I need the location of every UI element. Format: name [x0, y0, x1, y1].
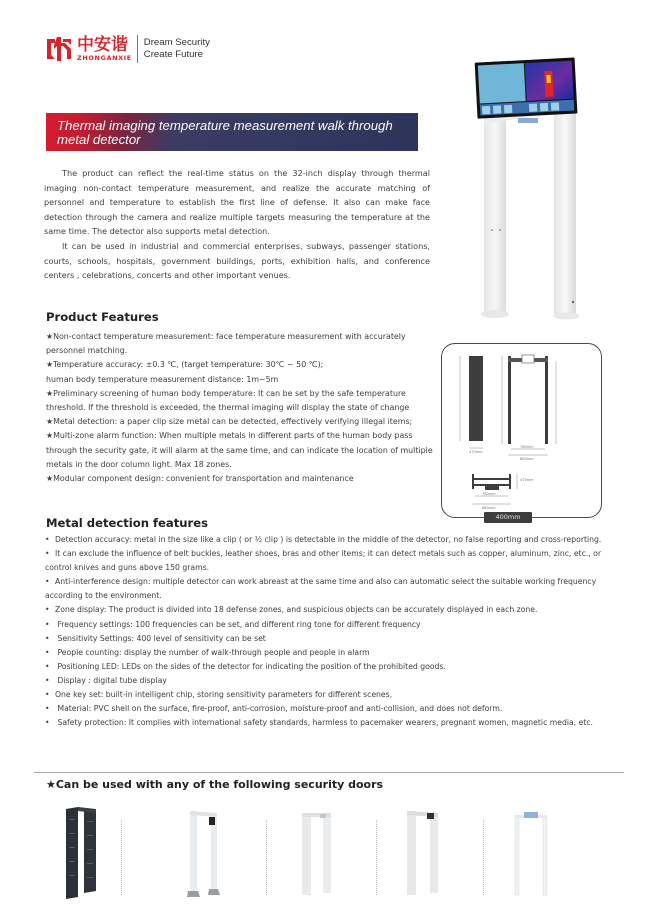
section-divider — [34, 772, 624, 773]
door-image-dark-multi-zone — [64, 805, 104, 900]
feature-item: ★Temperature accuracy: ±0.3 ℃, (target temperature: 30℃ ~ 50 ℃); — [46, 360, 324, 370]
compatible-doors-heading: ★Can be used with any of the following security doors — [46, 778, 384, 791]
bullet-icon: • — [45, 661, 50, 671]
metal-feature-item: • Detection accuracy: metal in the size like a clip ( or ½ clip ) is detectable in the middle of the detector, no false reporting and cross-reporting. — [45, 533, 615, 547]
bullet-icon: • — [45, 704, 50, 714]
metal-feature-item: • Zone display: The product is divided into 18 defense zones, and suspicious objects can be accurately displayed in each zone. — [45, 603, 615, 617]
compatible-doors-gallery — [56, 805, 616, 900]
dim-side-width: 470mm — [469, 450, 483, 454]
dimension-diagram — [441, 343, 602, 518]
bullet-icon: • — [45, 690, 50, 700]
bullet-icon: • — [45, 549, 50, 559]
metal-feature-item: • It can exclude the influence of belt buckles, leather shoes, bras and other items; it can detect metals such as copper, aluminum, zinc, etc., or control knives and guns above 150 grams. — [45, 549, 601, 573]
dim-top-inner: 780mm — [482, 492, 496, 496]
metal-feature-item: • People counting: display the number of walk-through people and people in alarm — [45, 646, 615, 660]
dim-depth: 470mm — [520, 478, 534, 482]
product-features-heading: Product Features — [46, 310, 159, 324]
feature-item: ★Metal detection: a paper clip size metal can be detected, effectively verifying illegal items; — [46, 417, 413, 427]
metal-features-list — [45, 533, 615, 730]
slogan-line-1: Dream Security — [143, 37, 210, 48]
metal-feature-item: • Material: PVC shell on the surface, fire-proof, anti-corrosion, moisture-proof and anti-collision, and does not deform. — [45, 702, 615, 716]
brand-name-pinyin: ZHONGANXIE — [77, 53, 132, 62]
metal-feature-item: • Display : digital tube display — [45, 674, 615, 688]
dim-top-outer: 880mm — [482, 506, 496, 510]
title-banner — [46, 113, 418, 151]
intro-paragraph: It can be used in industrial and commercial enterprises, subways, passenger stations, courts, schools, hospitals, government buildings, ports, exhibition halls, and conference centers , celebrations, concerts and other important venues. — [44, 240, 430, 281]
dim-outer-width: 880mm — [520, 457, 534, 461]
feature-item: ★Non-contact temperature measurement: face temperature measurement with accurately personnel matching. — [46, 332, 406, 356]
banner-title-line-2: metal detector — [57, 132, 141, 147]
diagram-width-label: 400mm — [484, 512, 532, 523]
brand-logo — [44, 33, 210, 65]
bullet-icon: • — [45, 619, 50, 629]
metal-feature-item: • Positioning LED: LEDs on the sides of the detector for indicating the position of the prohibited goods. — [45, 660, 615, 674]
bullet-icon: • — [45, 718, 50, 728]
dim-inner-width: 780mm — [520, 445, 534, 449]
banner-title-line-1: Thermal imaging temperature measurement walk through — [57, 118, 393, 133]
bullet-icon: • — [45, 633, 50, 643]
brand-name-cn: 中安谐 — [77, 34, 128, 55]
bullet-icon: • — [45, 605, 50, 615]
bullet-icon: • — [45, 647, 50, 657]
door-image-slim-thermal-head — [511, 805, 551, 900]
zhonganxie-logo-icon — [44, 35, 74, 63]
feature-item: human body temperature measurement distance: 1m~5m — [46, 374, 279, 384]
bullet-icon: • — [45, 675, 50, 685]
metal-feature-item: • One key set: built-in intelligent chip, storing sensitivity parameters for different scenes, — [45, 688, 615, 702]
bullet-icon: • — [45, 535, 50, 544]
logo-divider — [137, 35, 138, 63]
door-image-white-with-display — [403, 805, 443, 900]
bullet-icon: • — [45, 577, 50, 587]
metal-feature-item: • Safety protection: It complies with international safety standards, harmless to pacemaker wearers, pregnant women, magnetic media, etc. — [45, 716, 615, 730]
feature-item: ★Modular component design: convenient for transportation and maintenance — [46, 474, 354, 484]
door-image-white-rectangular — [296, 805, 336, 900]
metal-feature-item: • Sensitivity Settings: 400 level of sensitivity can be set — [45, 632, 615, 646]
slogan-line-2: Create Future — [143, 49, 203, 60]
metal-features-heading: Metal detection features — [46, 516, 208, 530]
intro-paragraph: The product can reflect the real-time status on the 32-inch display through thermal imaging non-contact temperature measurement, and realize the accurate matching of personnel and temperature to establish the first line of defense. It also can make face detection through the camera and realize multiple targets measuring the temperature at the same time. The detector also supports metal detection. — [44, 168, 430, 237]
feature-item: ★Multi-zone alarm function: When multiple metals in different parts of the human body pass through the security gate, it will alarm at the same time, and can indicate the location of multiple metals in the door column light. Max 18 zones. — [46, 431, 433, 469]
door-image-white-with-base — [184, 805, 224, 900]
metal-feature-item: • Anti-interference design: multiple detector can work abreast at the same time and also can automatic select the suitable working frequency according to the environment. — [45, 577, 597, 601]
intro-text — [44, 166, 430, 283]
thermal-detector-product-image — [470, 52, 585, 320]
feature-item: ★Preliminary screening of human body temperature: It can be set by the safe temperature threshold. If the threshold is exceeded, the thermal imaging will display the state of change — [46, 388, 410, 413]
metal-feature-item: • Frequency settings: 100 frequencies can be set, and different ring tone for different frequency — [45, 618, 615, 632]
product-features-list — [46, 330, 434, 486]
